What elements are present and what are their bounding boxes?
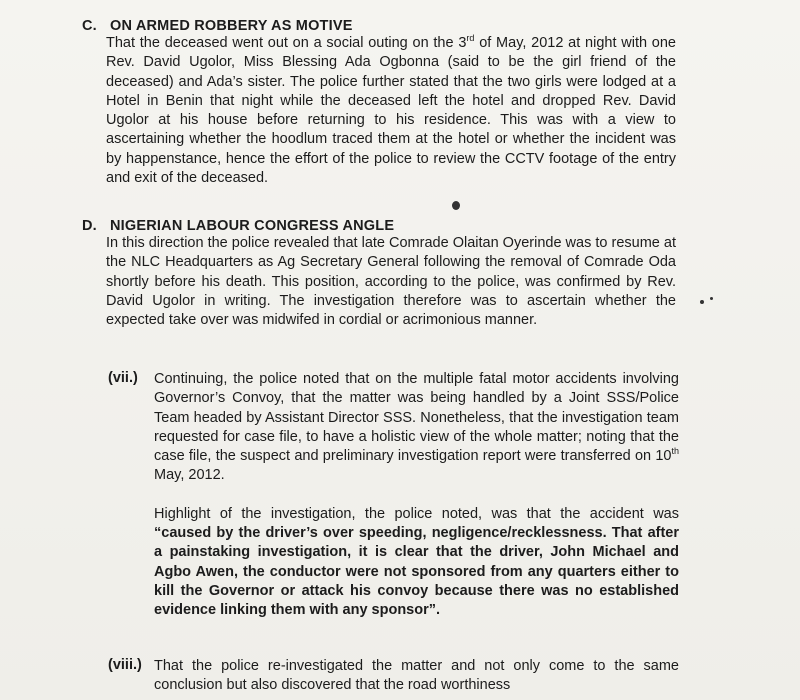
section-c-sup: rd [466, 33, 475, 44]
ink-speck-2 [710, 297, 713, 300]
section-d-letter: D. [82, 218, 97, 234]
section-c-heading [82, 18, 682, 34]
item-vii-p2-text: Highlight of the investigation, the police noted, was that the accident was [154, 505, 679, 522]
item-vii-p1-end: May, 2012. [154, 467, 225, 484]
item-viii [108, 657, 688, 696]
item-vii-p1-text: Continuing, the police noted that on the multiple fatal motor accidents involving Governor’s Convoy, that the matter was being handled by a Joint SSS/Police Team headed by Assistant Director SSS. Nonetheless, that the investigation team requested for case file, to have a holistic view of the whole matter; noting that the case file, the suspect and preliminary investigation report were transferred on 10 [154, 371, 679, 465]
item-vii-sup: th [671, 446, 679, 457]
ink-speck [700, 300, 704, 304]
section-c-letter: C. [82, 18, 97, 34]
section-c-text-part2: of May, 2012 at night with one Rev. David Ugolor, Miss Blessing Ada Ogbonna (said to be the girl friend of the deceased) and Ada’s sister. The police further stated that the two girls were lodged at a Hotel in Benin that night while the deceased left the hotel and dropped Rev. David Ugolor at his house before returning to his residence. This was with a view to ascertaining whether the hoodlum traced them at the hotel or whether the incident was by happenstance, hence the effort of the police to review the CCTV footage of the entry and exit of the deceased. [106, 35, 676, 187]
section-d-title: NIGERIAN LABOUR CONGRESS ANGLE [110, 218, 395, 234]
item-vii-paragraph-2 [154, 505, 679, 621]
item-vii-quote: “caused by the driver’s over speeding, negligence/recklessness. That after a painstaking investigation, it is clear that the driver, John Michael and Agbo Awen, the conductor were not sponsored from any quarters either to kill the Governor or attack his convoy because there was no established evidence linking them with any sponsor”. [154, 525, 679, 619]
section-d-heading [82, 218, 682, 234]
section-d-paragraph: In this direction the police revealed that late Comrade Olaitan Oyerinde was to resume at the NLC Headquarters as Ag Secretary General following the removal of Comrade Oda shortly before his death. This position, according to the police, was confirmed by Rev. David Ugolor in writing. The investigation therefore was to ascertain whether the expected take over was midwifed in cordial or acrimonious manner. [106, 235, 676, 329]
item-vii-paragraph-1 [154, 370, 679, 486]
item-vii-number: (vii.) [108, 370, 138, 386]
item-vii-body [154, 370, 679, 621]
section-c-text-part1: That the deceased went out on a social outing on the 3 [106, 35, 467, 51]
section-c-title: ON ARMED ROBBERY AS MOTIVE [110, 18, 353, 34]
section-c-paragraph [106, 34, 676, 188]
item-vii [108, 370, 688, 621]
ink-spot [452, 201, 460, 210]
section-d [82, 218, 682, 330]
item-viii-body: That the police re-investigated the matter and not only come to the same conclusion but also discovered that the road worthiness [154, 658, 679, 694]
section-c [82, 18, 682, 188]
item-viii-number: (viii.) [108, 657, 142, 673]
